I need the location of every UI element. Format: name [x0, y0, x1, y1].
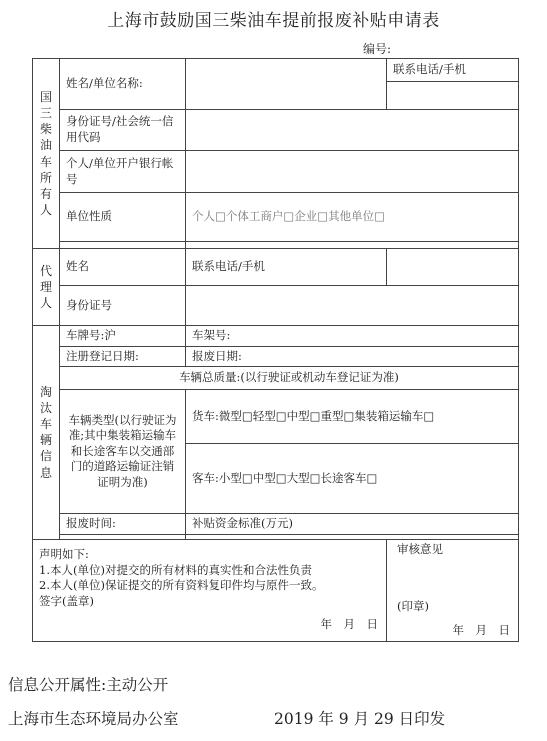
owner-name-field[interactable]	[186, 59, 387, 110]
agent-name-label: 姓名	[60, 249, 186, 286]
owner-name-label: 姓名/单位名称:	[60, 59, 186, 110]
truck-type-options[interactable]: 货车:微型□轻型□中型□重型□集装箱运输车□	[186, 390, 519, 444]
scrap-time-label[interactable]: 报废时间:	[60, 514, 186, 535]
signature-label[interactable]: 签字(盖章)	[39, 593, 94, 608]
review-heading: 审核意见	[397, 541, 443, 556]
registration-date-label[interactable]: 注册登记日期:	[60, 346, 186, 367]
total-mass-label[interactable]: 车辆总质量:(以行驶证或机动车登记证为准)	[60, 367, 519, 390]
review-date: 年 月 日	[452, 622, 510, 637]
issue-date: 2019 年 9 月 29 日印发	[274, 710, 446, 728]
agent-id-field[interactable]	[186, 286, 519, 326]
agent-section-label: 代 理 人	[33, 249, 60, 326]
agent-phone-field[interactable]	[387, 249, 519, 286]
owner-section-label: 国 三 柴 油 车 所 有 人	[33, 59, 60, 249]
owner-phone-label: 联系电话/手机	[387, 59, 519, 82]
agent-id-label: 身份证号	[60, 286, 186, 326]
review-box	[387, 539, 519, 641]
declaration-item-1: 1.本人(单位)对提交的所有材料的真实性和合法性负责	[39, 562, 312, 577]
owner-id-label: 身份证号/社会统一信用代码	[60, 110, 186, 151]
owner-account-field[interactable]	[186, 151, 519, 193]
declaration-item-2: 2.本人(单位)保证提交的所有资料复印件均与原件一致。	[39, 578, 324, 593]
form-title: 上海市鼓励国三柴油车提前报废补贴申请表	[107, 11, 440, 31]
declaration-date: 年 月 日	[320, 617, 378, 632]
disclosure-attribute: 信息公开属性:主动公开	[8, 676, 169, 694]
declaration-heading: 声明如下:	[39, 547, 89, 562]
declaration-box	[33, 539, 387, 641]
owner-account-label: 个人/单位开户银行帐号	[60, 151, 186, 193]
owner-phone-field[interactable]	[387, 82, 519, 110]
plate-label[interactable]: 车牌号:沪	[60, 326, 186, 347]
owner-type-label: 单位性质	[60, 193, 186, 242]
serial-number-label: 编号:	[363, 42, 392, 56]
frame-number-label[interactable]: 车架号:	[186, 326, 519, 347]
subsidy-standard-label[interactable]: 补贴资金标准(万元)	[186, 514, 519, 535]
agent-phone-label: 联系电话/手机	[186, 249, 387, 286]
issuing-office: 上海市生态环境局办公室	[8, 710, 179, 728]
owner-type-options[interactable]: 个人□个体工商户□企业□其他单位□	[186, 193, 519, 242]
owner-id-field[interactable]	[186, 110, 519, 151]
scrap-date-label[interactable]: 报废日期:	[186, 346, 519, 367]
vehicle-type-label: 车辆类型(以行驶证为准;其中集装箱运输车和长途客车以交通部门的道路运输证注销证明为准)	[60, 390, 186, 514]
vehicle-section-label: 淘 汰 车 辆 信 息	[33, 326, 60, 540]
review-seal: (印章)	[397, 599, 429, 614]
bus-type-options[interactable]: 客车:小型□中型□大型□长途客车□	[186, 444, 519, 514]
application-form	[32, 58, 519, 642]
